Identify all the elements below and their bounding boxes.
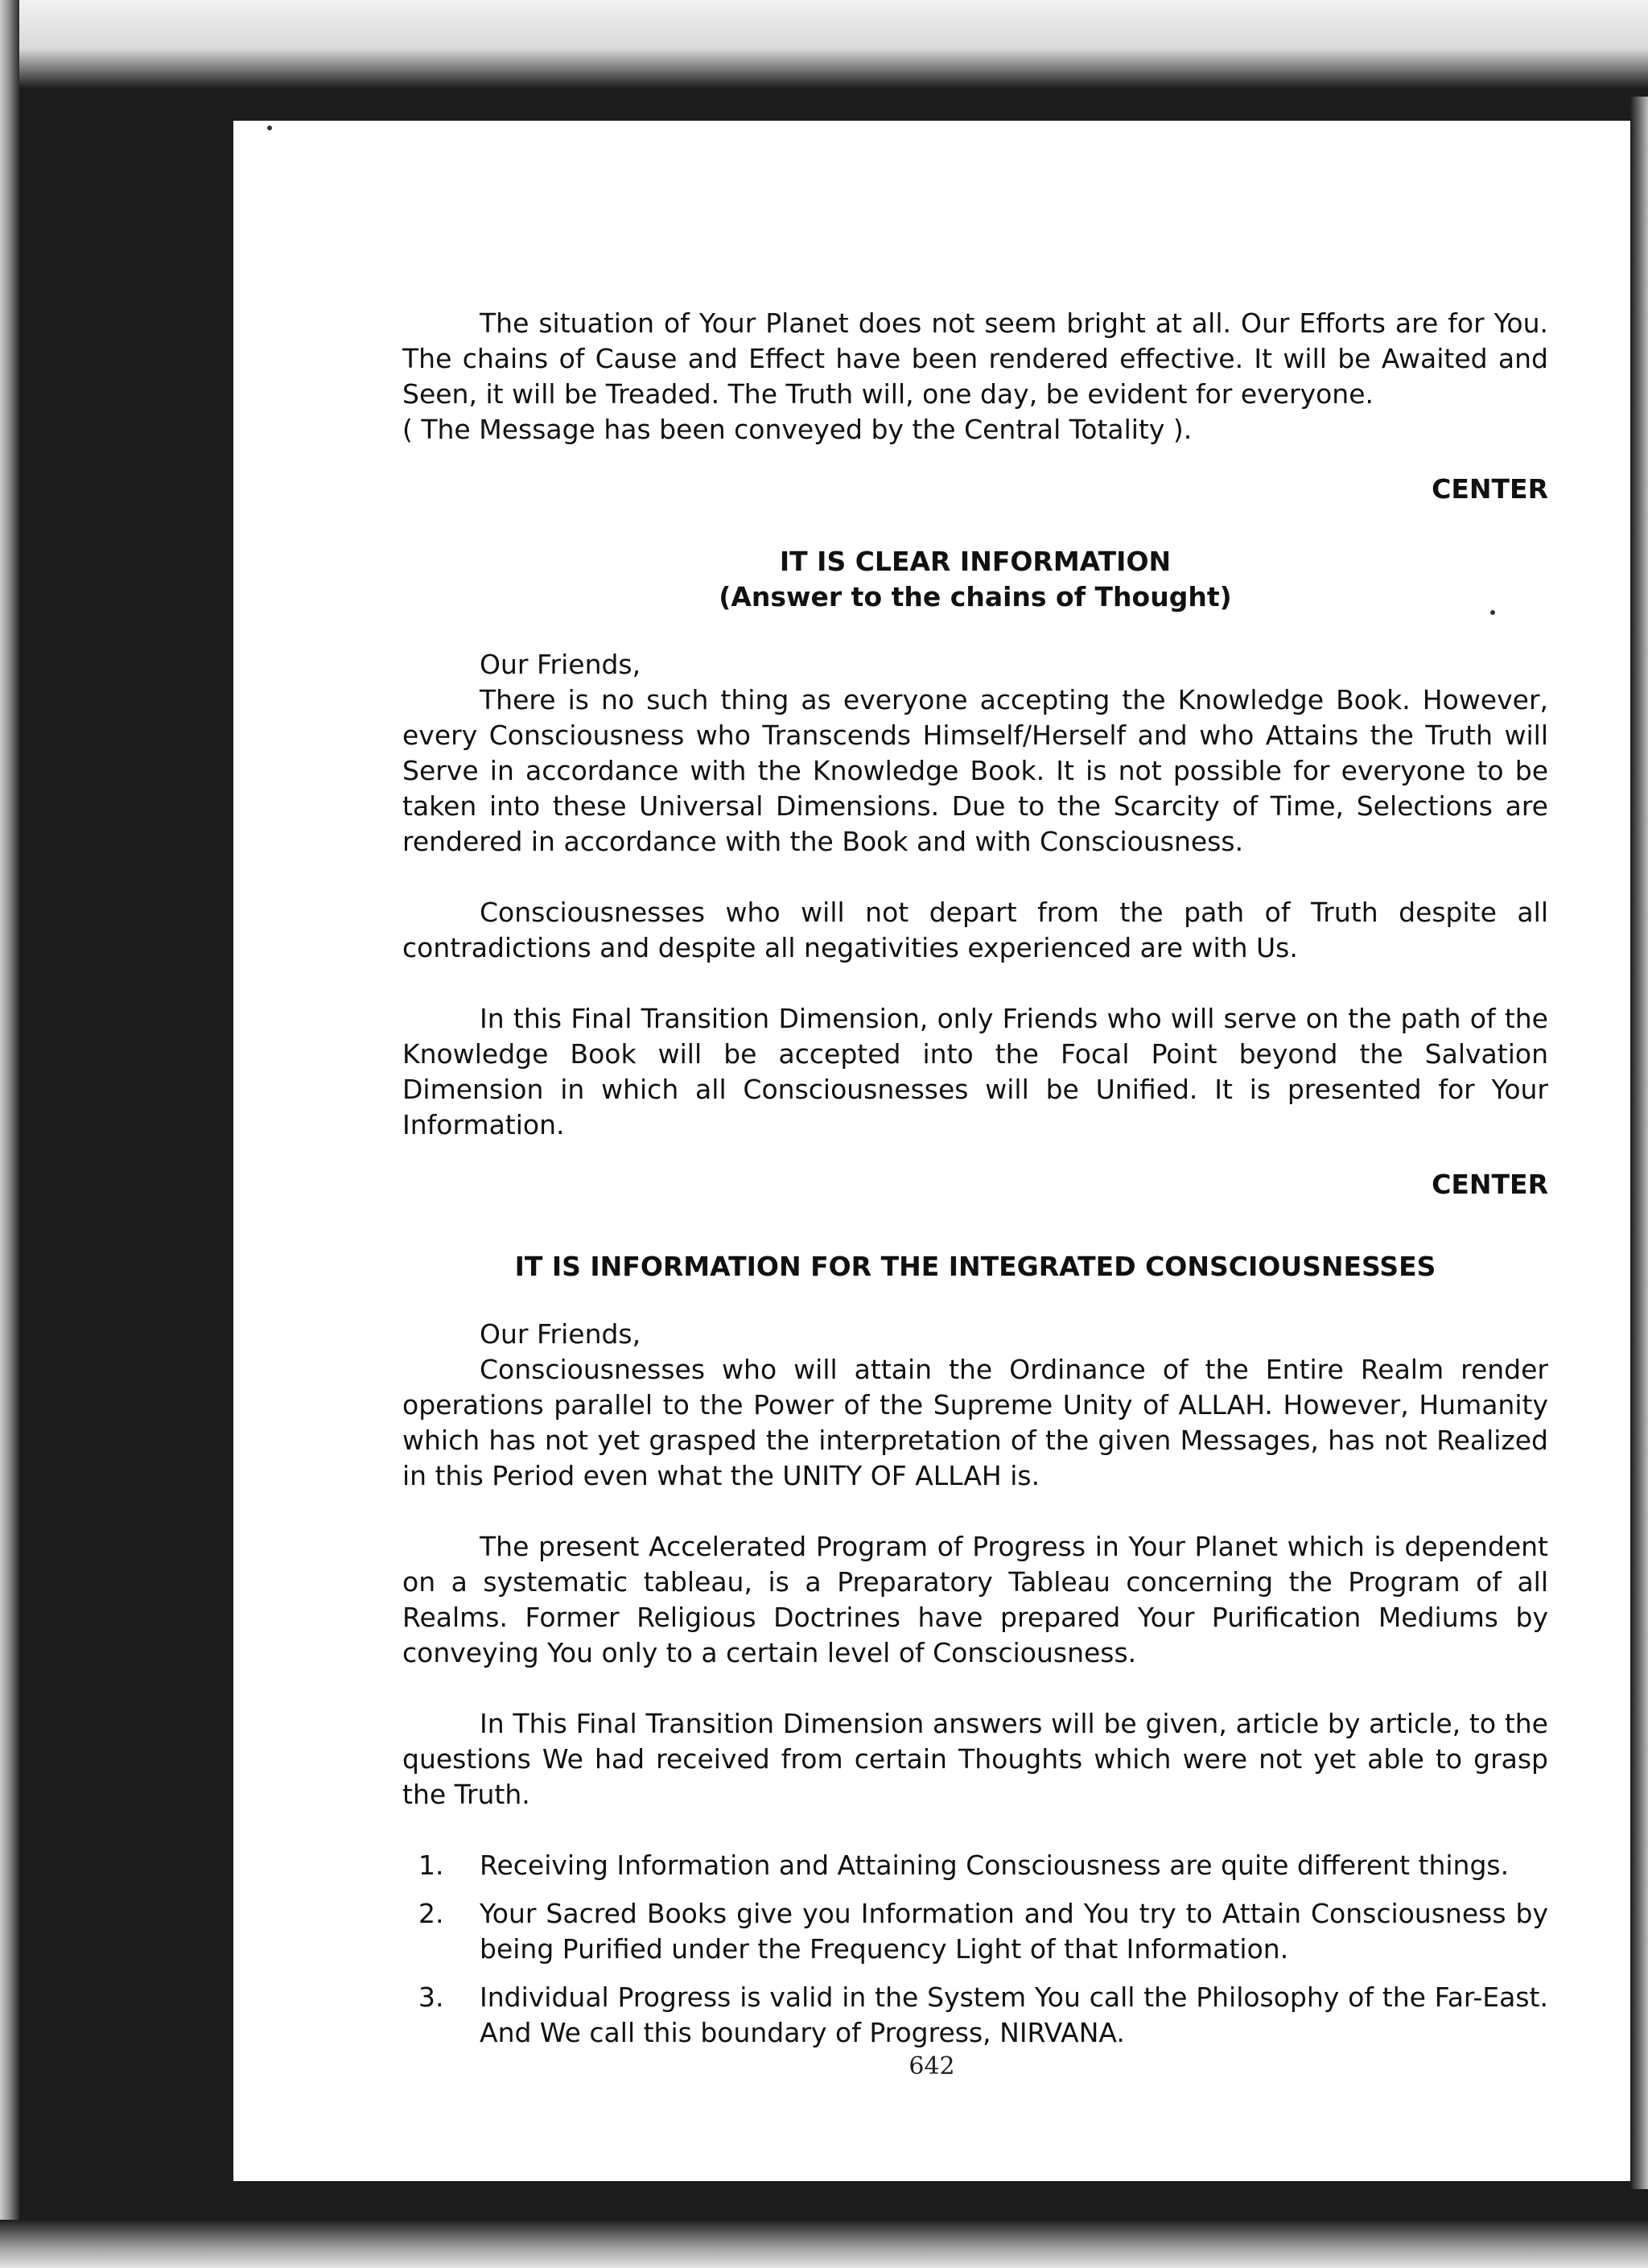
greeting-1: Our Friends, xyxy=(480,649,641,680)
heading-subtitle: (Answer to the chains of Thought) xyxy=(719,581,1232,612)
page-content xyxy=(402,306,1548,2064)
body-paragraph: Consciousnesses who will not depart from the path of Truth despite all contradictions and despite all negativities experienced are with Us. xyxy=(402,897,1548,963)
list-item xyxy=(402,1896,1548,1967)
scan-edge-left xyxy=(0,0,19,2268)
numbered-list xyxy=(402,1848,1548,2051)
list-item-number: 1. xyxy=(418,1849,444,1881)
list-item xyxy=(402,1980,1548,2051)
heading-title: IT IS CLEAR INFORMATION xyxy=(779,546,1172,577)
list-item-text: Individual Progress is valid in the System You call the Philosophy of the Far-East. And We call this boundary of Progress, NIRVANA. xyxy=(480,1981,1548,2048)
signoff-center-1: CENTER xyxy=(1432,473,1548,505)
intro-note: ( The Message has been conveyed by the Central Totality ). xyxy=(402,414,1193,445)
scan-edge-right xyxy=(1630,97,1648,2189)
body-paragraph: Consciousnesses who will attain the Ordinance of the Entire Realm render operations parallel to the Power of the Supreme Unity of ALLAH. However, Humanity which has not yet grasped the interpretation of the given Messages, has not Realized in this Period even what the UNITY OF ALLAH is. xyxy=(402,1354,1548,1491)
list-item-number: 3. xyxy=(418,1981,444,2013)
scan-edge-top xyxy=(0,0,1648,89)
body-paragraph: In this Final Transition Dimension, only Friends who will serve on the path of the Knowledge Book will be accepted into the Focal Point beyond the Salvation Dimension in which all Consciousnesses will be Unified. It is presented for Your Information. xyxy=(402,1003,1548,1140)
greeting-2: Our Friends, xyxy=(480,1318,641,1350)
section-heading-clear-information xyxy=(402,544,1548,615)
list-item-number: 2. xyxy=(418,1898,444,1929)
list-item-text: Receiving Information and Attaining Consciousness are quite different things. xyxy=(480,1849,1510,1881)
section-heading-integrated-consciousnesses: IT IS INFORMATION FOR THE INTEGRATED CONSCIOUSNESSES xyxy=(514,1251,1436,1282)
book-page xyxy=(233,121,1630,2181)
page-number: 642 xyxy=(908,2052,955,2080)
scan-speck xyxy=(267,126,272,130)
body-paragraph: The present Accelerated Program of Progress in Your Planet which is dependent on a systematic tableau, is a Preparatory Tableau concerning the Program of all Realms. Former Religious Doctrines have prepared Your Purification Mediums by conveying You only to a certain level of Consciousness. xyxy=(402,1531,1548,1668)
body-paragraph: In This Final Transition Dimension answers will be given, article by article, to the questions We had received from certain Thoughts which were not yet able to grasp the Truth. xyxy=(402,1708,1548,1810)
body-paragraph: There is no such thing as everyone accepting the Knowledge Book. However, every Consciousness who Transcends Himself/Herself and who Attains the Truth will Serve in accordance with the Knowledge Book. It is not possible for everyone to be taken into these Universal Dimensions. Due to the Scarcity of Time, Selections are rendered in accordance with the Book and with Consciousness. xyxy=(402,684,1548,857)
scan-edge-bottom xyxy=(0,2220,1648,2268)
signoff-center-2: CENTER xyxy=(1432,1169,1548,1200)
list-item xyxy=(402,1848,1548,1883)
intro-paragraph: The situation of Your Planet does not seem bright at all. Our Efforts are for You. The chains of Cause and Effect have been rendered effective. It will be Awaited and Seen, it will be Treaded. The Truth will, one day, be evident for everyone. xyxy=(402,307,1548,410)
list-item-text: Your Sacred Books give you Information and You try to Attain Consciousness by being Purified under the Frequency Light of that Information. xyxy=(480,1898,1548,1965)
